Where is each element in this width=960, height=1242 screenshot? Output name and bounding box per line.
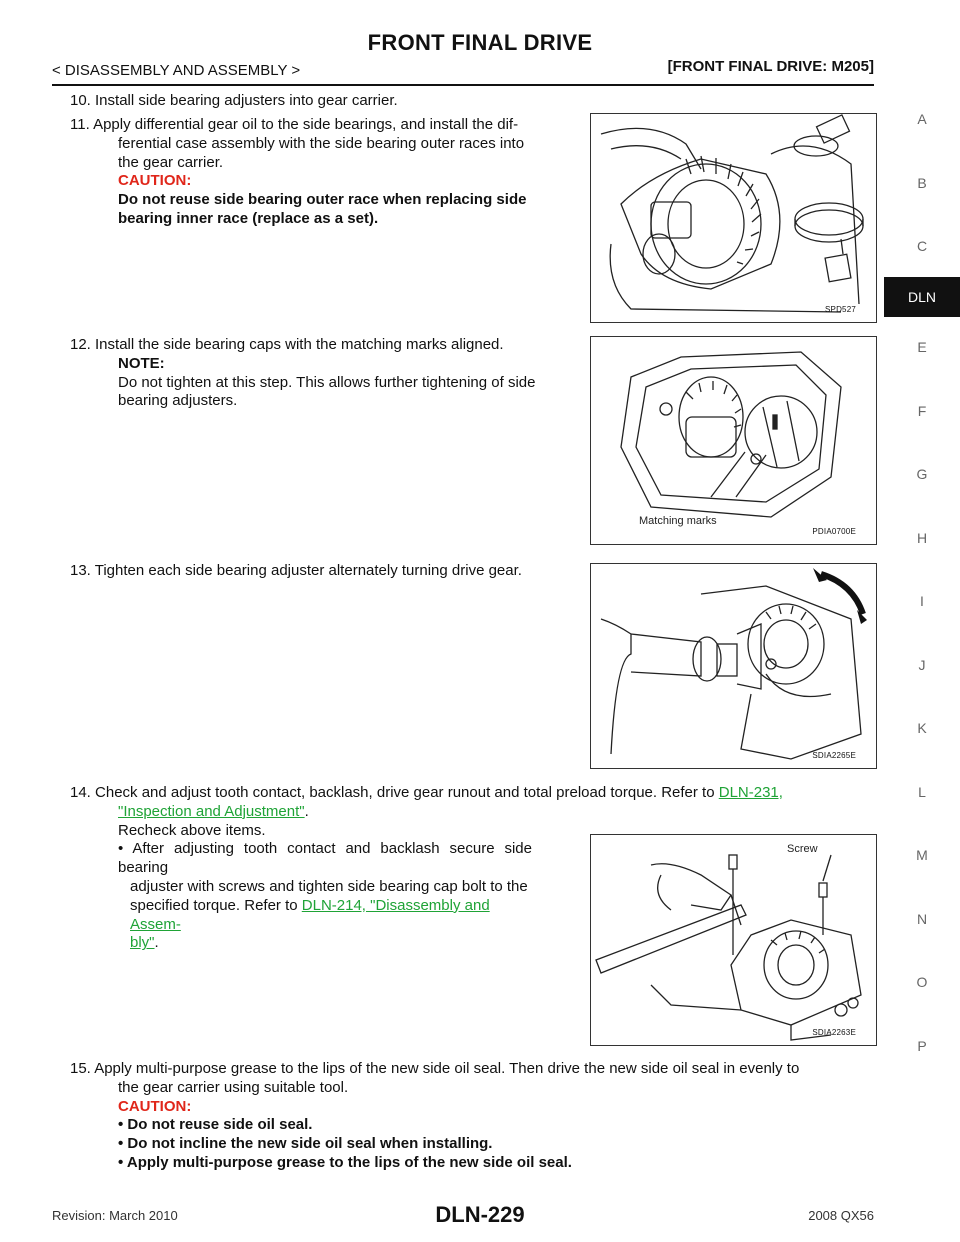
- step-11: [70, 116, 580, 229]
- step-11-line: ferential case assembly with the side bearing outer races into: [118, 134, 525, 152]
- matching-marks-label: Matching marks: [639, 515, 717, 527]
- step-14-line: [70, 803, 880, 822]
- tab-b[interactable]: B: [917, 174, 927, 191]
- tab-dln[interactable]: DLN: [884, 277, 960, 317]
- figure-tighten-adjuster: [590, 563, 877, 769]
- link-dln-214-cont[interactable]: bly": [130, 934, 155, 952]
- tab-j[interactable]: J: [918, 656, 926, 673]
- link-dln-231[interactable]: DLN-231,: [718, 784, 783, 801]
- tab-m[interactable]: M: [916, 847, 928, 863]
- page-number: DLN-229: [435, 1202, 525, 1227]
- bullet-text: specified torque. Refer to: [130, 896, 302, 914]
- tab-c[interactable]: C: [916, 238, 928, 254]
- step-10: 10. Install side bearing adjusters into gear carrier.: [70, 92, 398, 109]
- step-14-bullet: [70, 840, 532, 953]
- figure-matching-marks: [590, 336, 877, 545]
- screw-label: Screw: [787, 843, 818, 855]
- bullet-line: [70, 934, 532, 953]
- figure-code: SPD527: [825, 305, 856, 314]
- figure-code: PDIA0700E: [812, 527, 856, 536]
- step-12-line: 12. Install the side bearing caps with the matching marks aligned.: [70, 336, 504, 353]
- note-label: NOTE:: [118, 354, 165, 372]
- caution-label: CAUTION:: [118, 1097, 192, 1115]
- tab-k[interactable]: K: [917, 720, 927, 736]
- caution-item: • Do not reuse side oil seal.: [118, 1116, 313, 1134]
- figure-screws-torque: [590, 834, 877, 1046]
- bullet-line: [70, 897, 532, 935]
- bullet-line: • After adjusting tooth contact and backlash secure side bearing: [118, 840, 532, 877]
- caution-item: • Apply multi-purpose grease to the lips of the new side oil seal.: [118, 1153, 572, 1171]
- revision-date: Revision: March 2010: [52, 1208, 178, 1223]
- page-title: FRONT FINAL DRIVE: [367, 30, 593, 55]
- period: .: [304, 802, 309, 820]
- note-text: Do not tighten at this step. This allows further tightening of side: [118, 373, 536, 391]
- tab-e[interactable]: E: [917, 339, 927, 355]
- caution-text: bearing inner race (replace as a set).: [118, 209, 379, 227]
- step-11-line: 11. Apply differential gear oil to the side bearings, and install the dif-: [70, 116, 519, 133]
- tab-g[interactable]: G: [916, 466, 928, 482]
- step-15-line: 15. Apply multi-purpose grease to the lips of the new side oil seal. Then drive the new side oil seal in evenly to: [70, 1060, 800, 1077]
- section-breadcrumb[interactable]: < DISASSEMBLY AND ASSEMBLY >: [52, 62, 301, 79]
- recheck-text: Recheck above items.: [118, 821, 266, 839]
- section-tab-index: [884, 104, 960, 1094]
- side-bearing-cap-illustration: [591, 337, 876, 544]
- caution-item: • Do not incline the new side oil seal when installing.: [118, 1135, 493, 1153]
- model-year: 2008 QX56: [808, 1208, 874, 1223]
- step-14-text: 14. Check and adjust tooth contact, backlash, drive gear runout and total preload torque. Refer to: [70, 784, 719, 801]
- period: .: [154, 934, 159, 952]
- figure-code: SDIA2263E: [812, 1028, 856, 1037]
- tab-n[interactable]: N: [916, 910, 928, 927]
- note-text: bearing adjusters.: [118, 392, 238, 410]
- figure-code: SDIA2265E: [812, 751, 856, 760]
- caution-label: CAUTION:: [118, 172, 192, 190]
- figure-differential-case-install: [590, 113, 877, 323]
- bullet-line: adjuster with screws and tighten side bearing cap bolt to the: [130, 877, 528, 895]
- link-dln-214[interactable]: DLN-214, "Disassembly and Assem-: [130, 896, 490, 933]
- step-15: [70, 1060, 880, 1173]
- tab-i[interactable]: I: [920, 593, 924, 609]
- step-13: 13. Tighten each side bearing adjuster alternately turning drive gear.: [70, 562, 522, 579]
- step-14-line: [70, 784, 880, 803]
- step-15-line: the gear carrier using suitable tool.: [118, 1078, 349, 1096]
- adjuster-tightening-illustration: [591, 564, 876, 768]
- tab-h[interactable]: H: [916, 529, 928, 546]
- step-12: [70, 336, 580, 411]
- tab-a[interactable]: A: [917, 111, 927, 127]
- link-inspection-adjustment[interactable]: "Inspection and Adjustment": [118, 802, 305, 820]
- tab-p[interactable]: P: [917, 1037, 927, 1054]
- tab-o[interactable]: O: [916, 974, 928, 990]
- model-label: [FRONT FINAL DRIVE: M205]: [667, 58, 874, 75]
- step-11-line: the gear carrier.: [118, 153, 224, 171]
- side-bearing-screw-illustration: [591, 835, 876, 1045]
- caution-text: Do not reuse side bearing outer race when replacing side: [118, 191, 527, 209]
- tab-l[interactable]: L: [918, 783, 926, 800]
- header-divider: [52, 84, 874, 86]
- differential-case-illustration: [591, 114, 876, 322]
- tab-f[interactable]: F: [917, 402, 927, 419]
